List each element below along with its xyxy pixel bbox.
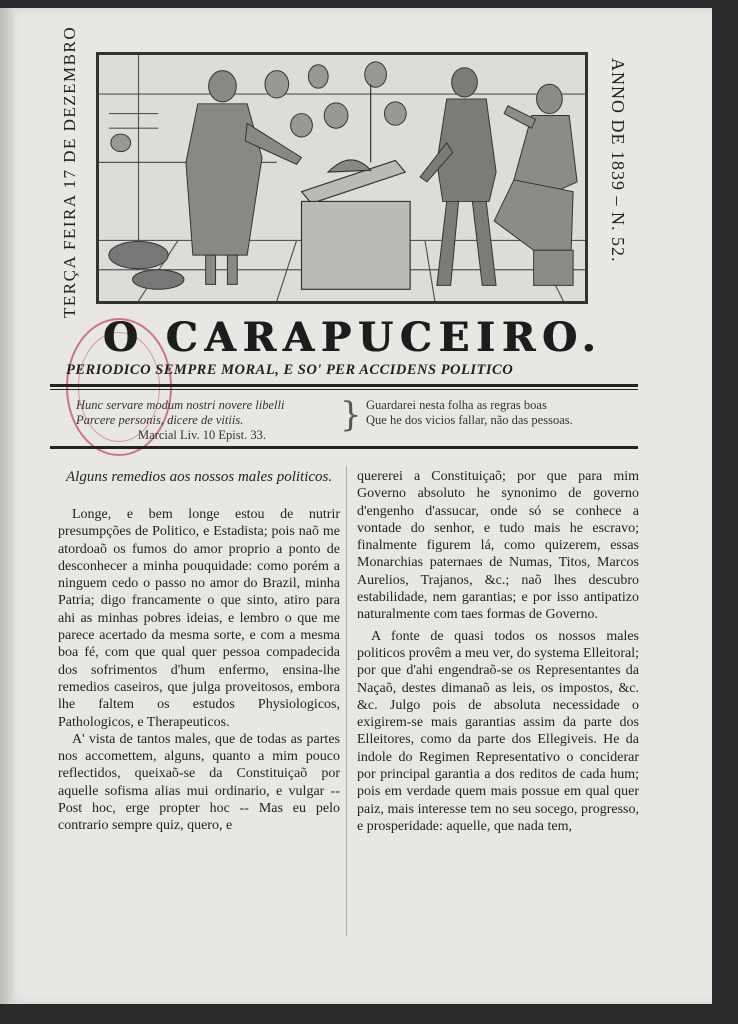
portuguese-motto-line-1: Guardarei nesta folha as regras boas (366, 398, 547, 412)
date-line: TERÇA FEIRA 17 DE DEZEMBRO (60, 25, 79, 318)
article-paragraph: Longe, e bem longe estou de nutrir presumpções de Politico, e Estadista; pois naõ me atordoaõ os fumos do amor proprio a ponto de desconhecer a minha pouquidade: como porém a ninguem cedo o passo no amor do Brazil, minha Patria; digo francamente o que sinto, atiro para ahi as minhas pobres ideias, e lembro o que me parece acertado da mesma sorte, e com a mesma boa fé, com que qual quer pessoa compadecida dos sofrimentos d'hum enfermo, ensina-lhe remedios caseiros, que julga proveitosos, embora lhe faltem os estudos Physiologicos, Pathologicos, e Therapeuticos. (58, 507, 340, 730)
article-paragraph: A' vista de tantos males, que de todas as partes nos accomettem, alguns, quanto a mim pouco reflectidos, queixaõ-se da Constituiçaõ por aquelle sofisma alias mui ordinario, e vulgar -- Post hoc, erge propter hoc -- Mas eu pelo contrario sempre quiz, quero, e (58, 731, 340, 834)
bottom-rule (50, 446, 638, 449)
latin-motto-source: Marcial Liv. 10 Epist. 33. (138, 428, 266, 442)
top-thin-rule (50, 389, 638, 390)
page-gutter (0, 8, 14, 1004)
top-rule (50, 384, 638, 387)
latin-motto-line-2: Parcere personis, dicere de vitiis. (76, 413, 244, 427)
latin-motto (76, 398, 284, 443)
column-divider (346, 466, 347, 936)
newspaper-title: O CARAPUCEIRO. (102, 314, 603, 361)
article-heading: Alguns remedios aos nossos males politicos. (66, 469, 333, 485)
latin-motto-line-1: Hunc servare modum nostri novere libelli (76, 398, 285, 412)
right-column (357, 468, 639, 835)
year-number-line: ANNO DE 1839 – N. 52. (608, 58, 628, 263)
portuguese-motto (366, 398, 573, 428)
newspaper-subtitle: PERIODICO SEMPRE MORAL, E SO' PER ACCIDENS POLITICO (66, 362, 514, 378)
portuguese-motto-line-2: Que he dos vicios fallar, não das pessoas. (366, 413, 573, 427)
article-paragraph: quererei a Constituiçaõ; por que para mim Governo absoluto he synonimo de governo d'engenho d'assucar, onde só se conhece a vontade do senhor, e tudo mais he escravo; finalmente figurem lá, como quizerem, essas Monarchias paternaes de Numas, Titos, Marcos Aurelios, Trajanos, &c.; naõ lhes descubro estabilidade, nem garantias; e por isso antipatizo naturalmente com taes formas de Governo. (357, 469, 639, 623)
masthead-woodcut-illustration (96, 52, 588, 304)
article-paragraph: A fonte de quasi todos os nossos males politicos provêm a meu ver, do systema Elleitoral; por que d'ahi engendraõ-se os Representantes da Naçaõ, destes dimanaõ as leis, os impostos, &c. &c. Julgo pois de absoluta necessidade o exigirem-se mais garantias assim da parte dos Elleitores, como da parte dos Ellegiveis. He da indole do Regimen Representativo o conciderar por principal garantia a dos reditos de cada hum; pois em verdade quem mais possue em qual quer paiz, mais interesse tem no seu socego, progresso, e prosperidade: aquelle, que nada tem, (357, 628, 639, 834)
motto-brace: } (340, 395, 362, 435)
left-column (58, 468, 340, 835)
